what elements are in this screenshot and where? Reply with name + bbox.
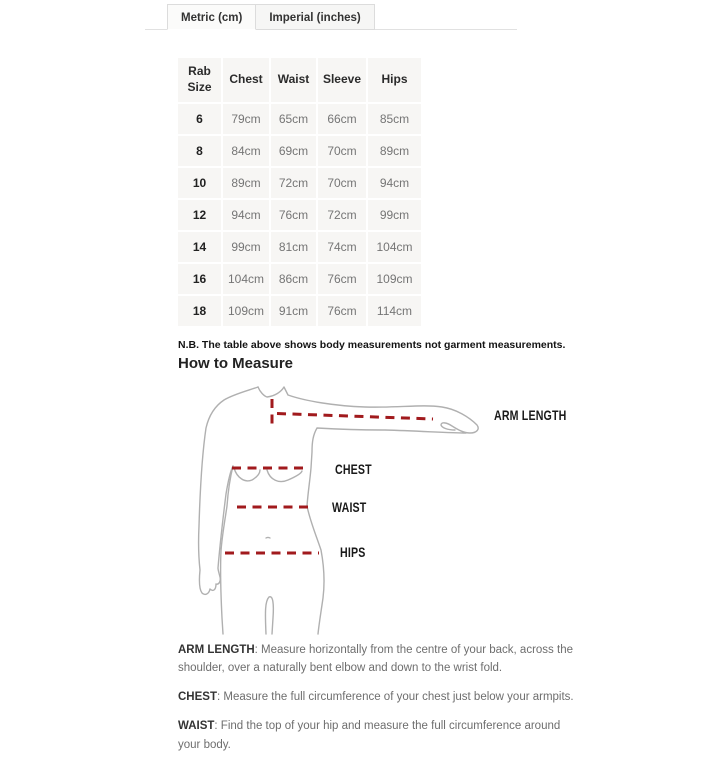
instruction-label: CHEST [178, 691, 217, 704]
instruction-label: ARM LENGTH [178, 644, 255, 656]
instruction-text: : Find the top of your hip and measure the full circumference around your body. [178, 720, 561, 751]
table-cell: 70cm [318, 168, 366, 198]
table-cell: 104cm [223, 264, 269, 294]
instruction-label: WAIST [178, 720, 215, 733]
waist-diagram-label: WAIST [332, 499, 367, 515]
arm-length-diagram-label: ARM LENGTH [494, 407, 567, 423]
table-cell: 81cm [271, 232, 316, 262]
arm-length-dash-line [277, 414, 433, 420]
table-cell: 69cm [271, 136, 316, 166]
body-measurements-note: N.B. The table above shows body measurements not garment measurements. [178, 339, 566, 351]
table-cell: 76cm [318, 296, 366, 326]
table-cell-size: 14 [178, 232, 221, 262]
measurement-instructions [178, 641, 578, 765]
table-cell: 89cm [368, 136, 421, 166]
tab-metric-cm[interactable]: Metric (cm) [167, 4, 256, 30]
table-cell: 72cm [271, 168, 316, 198]
table-cell: 76cm [318, 264, 366, 294]
unit-tab-bar [145, 4, 517, 30]
hips-diagram-label: HIPS [340, 544, 366, 560]
table-cell-size: 16 [178, 264, 221, 294]
table-cell: 99cm [223, 232, 269, 262]
instruction-waist [178, 717, 578, 753]
table-cell: 91cm [271, 296, 316, 326]
instruction-text: : Measure the full circumference of your chest just below your armpits. [216, 691, 574, 704]
size-table [178, 58, 421, 326]
table-cell: 94cm [223, 200, 269, 230]
table-cell: 76cm [271, 200, 316, 230]
table-cell: 79cm [223, 104, 269, 134]
column-header-hips: Hips [368, 58, 421, 102]
how-to-measure-heading: How to Measure [178, 355, 294, 372]
table-cell: 109cm [223, 296, 269, 326]
instruction-chest [178, 688, 578, 706]
chest-diagram-label: CHEST [335, 461, 372, 477]
instruction-text: : Measure horizontally from the centre of your back, across the shoulder, over a naturally bent elbow and down to the wrist fold. [178, 644, 573, 675]
table-cell-size: 8 [178, 136, 221, 166]
table-cell: 66cm [318, 104, 366, 134]
table-cell: 74cm [318, 232, 366, 262]
table-cell: 94cm [368, 168, 421, 198]
column-header-waist: Waist [271, 58, 316, 102]
table-cell: 86cm [271, 264, 316, 294]
table-cell: 84cm [223, 136, 269, 166]
tab-imperial-inches[interactable]: Imperial (inches) [256, 4, 374, 30]
table-cell: 70cm [318, 136, 366, 166]
table-cell: 104cm [368, 232, 421, 262]
table-cell-size: 10 [178, 168, 221, 198]
table-cell: 72cm [318, 200, 366, 230]
table-cell-size: 6 [178, 104, 221, 134]
table-cell: 85cm [368, 104, 421, 134]
table-cell: 99cm [368, 200, 421, 230]
table-cell: 109cm [368, 264, 421, 294]
table-cell: 65cm [271, 104, 316, 134]
table-cell: 89cm [223, 168, 269, 198]
table-cell-size: 18 [178, 296, 221, 326]
how-to-measure-diagram [180, 380, 580, 635]
table-cell-size: 12 [178, 200, 221, 230]
column-header-rab-size: Rab Size [178, 58, 221, 102]
table-cell: 114cm [368, 296, 421, 326]
instruction-arm-length [178, 641, 578, 677]
column-header-sleeve: Sleeve [318, 58, 366, 102]
column-header-chest: Chest [223, 58, 269, 102]
